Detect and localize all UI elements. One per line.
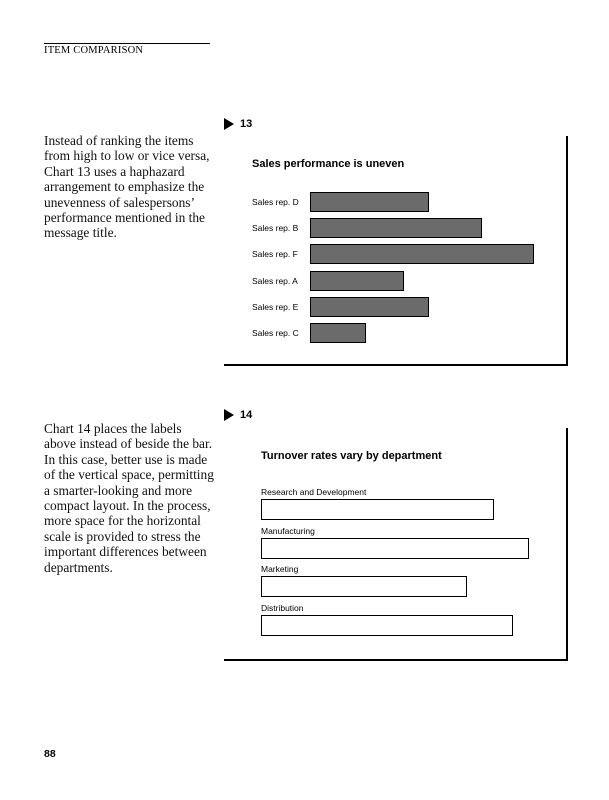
- page-number: 88: [44, 748, 56, 760]
- chart13-marker: [224, 118, 252, 130]
- frame-right-rule: [566, 136, 568, 366]
- chart13-bar: [310, 271, 404, 291]
- section-header: ITEM COMPARISON: [44, 45, 144, 56]
- chart13-bar: [310, 297, 429, 317]
- chart13-bar-label: Sales rep. E: [252, 301, 299, 312]
- chart13-bar: [310, 323, 366, 343]
- frame-right-rule: [566, 428, 568, 661]
- chart13-bar-label: Sales rep. D: [252, 197, 299, 207]
- chart13-bar-label: Sales rep. A: [252, 275, 298, 286]
- chart14-bar-label: Research and Development: [261, 487, 367, 497]
- chart13-bar: [310, 218, 482, 238]
- chart14-description: Chart 14 places the labels above instead of beside the bar. In this case, better use is made of the vertical space, permitting a smarter-looking and more compact layout. In the process, more space for the horizontal scale is provided to stress the important differences between departments.: [44, 421, 214, 575]
- chart13-number: 13: [240, 118, 253, 130]
- chart14-number: 14: [240, 409, 253, 421]
- chart13-bar-label: Sales rep. B: [252, 223, 299, 234]
- chart13-bar: [310, 192, 429, 212]
- frame-bottom-rule: [224, 659, 568, 661]
- chart14-marker: [224, 409, 252, 421]
- chart14-bar-label: Manufacturing: [261, 525, 315, 536]
- chart14-bar: [261, 499, 494, 520]
- chart14-bar-label: Marketing: [261, 564, 299, 574]
- chart14-bar: [261, 615, 513, 636]
- chart13-bar: [310, 244, 534, 264]
- chart13-description: Instead of ranking the items from high to low or vice versa, Chart 13 uses a haphazard arrangement to emphasize the unevenness of salespersons’ performance mentioned in the message title.: [44, 133, 210, 241]
- chart13-bar-label: Sales rep. C: [252, 328, 299, 338]
- chart13-bar-label: Sales rep. F: [252, 249, 298, 260]
- triangle-pointer-icon: [224, 409, 234, 421]
- header-rule: [44, 43, 210, 44]
- chart14-bar-label: Distribution: [261, 602, 304, 613]
- triangle-pointer-icon: [224, 118, 234, 130]
- chart13-title: Sales performance is uneven: [252, 158, 405, 170]
- chart14-bar: [261, 538, 529, 559]
- chart14-bar: [261, 576, 467, 597]
- frame-bottom-rule: [224, 364, 568, 366]
- chart14-title: Turnover rates vary by department: [261, 450, 442, 462]
